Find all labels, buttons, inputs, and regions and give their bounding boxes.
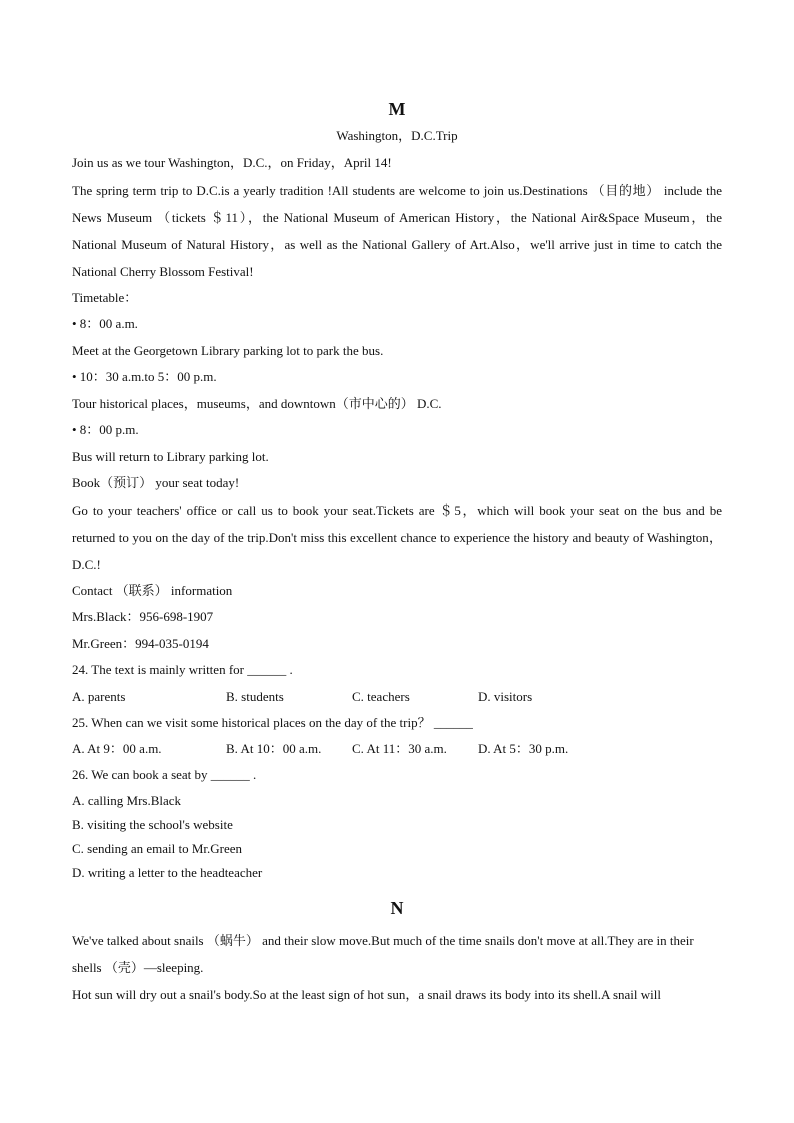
timetable-desc: Bus will return to Library parking lot. [72,448,269,464]
answer-options [72,736,722,762]
book-heading: Book（预订） your seat today! [72,475,240,490]
option-b[interactable]: B. At 10：00 a.m. [226,741,322,756]
timetable-time: • 8：00 p.m. [72,422,139,437]
question-number: 26. [72,767,89,782]
question-text: We can book a seat by ______ . [88,767,257,782]
question-number: 25. [72,714,89,730]
timetable-label: Timetable： [72,289,138,305]
option-b[interactable]: B. visiting the school's website [72,816,233,832]
option-d[interactable]: D. visitors [478,688,533,704]
book-paragraph: Go to your teachers' office or call us to book your seat.Tickets are ＄5，which will book your seat on the bus and be returned to you on the day of the trip.Don't miss this excellent chance to experience the history and beauty of Washington，D.C.! [72,502,722,572]
contact-item: Mr.Green：994-035-0194 [72,635,209,651]
timetable-desc: Meet at the Georgetown Library parking lot to park the bus. [72,342,384,358]
option-a[interactable]: A. At 9：00 a.m. [72,741,162,756]
option-c[interactable]: C. sending an email to Mr.Green [72,840,243,856]
option-a[interactable]: A. calling Mrs.Black [72,792,182,808]
question-text: When can we visit some historical places on the day of the trip？ ______ [88,714,473,730]
section-m-heading: M [388,99,406,119]
exam-page [72,96,722,1008]
timetable-time: • 10：30 a.m.to 5：00 p.m. [72,369,217,384]
question-stem [72,710,722,737]
option-d[interactable]: D. At 5：30 p.m. [478,741,569,756]
answer-options [72,684,722,710]
snail-paragraph: We've talked about snails （蜗牛） and their slow move.But much of the time snails don't move at all.They are in their shells （壳）—sleeping. [72,932,694,975]
section-n-heading: N [390,897,404,918]
intro-line: Join us as we tour Washington，D.C.，on Friday，April 14! [72,155,392,170]
snail-paragraph: Hot sun will dry out a snail's body.So at the least sign of hot sun，a snail draws its body into its shell.A snail will [72,986,661,1002]
question-number: 24. [72,662,89,677]
contact-heading: Contact （联系） information [72,582,233,598]
contact-item: Mrs.Black：956-698-1907 [72,609,214,624]
trip-title: Washington，D.C.Trip [336,128,458,143]
question-stem [72,657,722,684]
timetable-desc: Tour historical places，museums，and downtown（市中心的） D.C. [72,395,442,411]
question-stem [72,762,722,789]
option-c[interactable]: C. teachers [352,688,410,704]
option-c[interactable]: C. At 11：30 a.m. [352,741,447,756]
option-b[interactable]: B. students [226,688,284,704]
option-a[interactable]: A. parents [72,688,126,704]
question-text: The text is mainly written for ______ . [88,662,293,677]
timetable-time: • 8：00 a.m. [72,316,138,331]
destinations-paragraph: The spring term trip to D.C.is a yearly tradition !All students are welcome to join us.Destinations （目的地） include the News Museum （tickets ＄11），the National Museum of American History，the National Air&Space Museum，the National Museum of Natural History，as well as the National Gallery of Art.Also，we'll arrive just in time to catch the National Cherry Blossom Festival! [72,182,722,279]
option-d[interactable]: D. writing a letter to the headteacher [72,864,263,880]
